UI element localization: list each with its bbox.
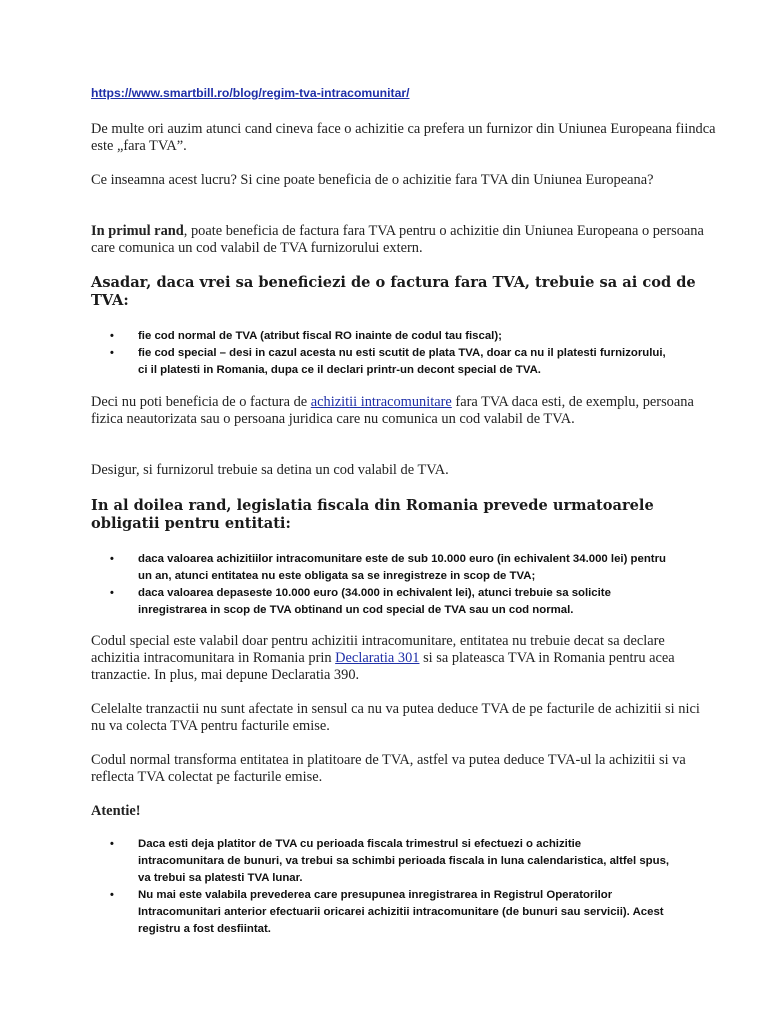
atentie-list — [110, 836, 670, 938]
special-code-text-after: si sa plateasca TVA in Romania pentru acea tranzactie. In plus, mai depune Declaratia 390. — [91, 650, 675, 683]
eligibility-text-after: fara TVA daca esti, de exemplu, persoana fizica neautorizata sau o persoana juridica care nu comunica un cod valabil de TVA. — [91, 394, 694, 427]
paragraph-first-point — [91, 223, 716, 257]
source-url-link[interactable]: https://www.smartbill.ro/blog/regim-tva-intracomunitar/ — [91, 86, 410, 100]
heading-atentie: Atentie! — [91, 803, 141, 819]
heading-second-point: In al doilea rand, legislatia fiscala din Romania prevede urmatoarele obligatii pentru entitati: — [91, 497, 654, 532]
paragraph-question: Ce inseamna acest lucru? Si cine poate beneficia de o achizitie fara TVA din Uniunea Europeana? — [91, 172, 654, 188]
paragraph-intro: De multe ori auzim atunci cand cineva face o achizitie ca prefera un furnizor din Uniunea Europeana fiindca este „fara TVA”. — [91, 121, 716, 154]
heading-vat-code: Asadar, daca vrei sa beneficiezi de o factura fara TVA, trebuie sa ai cod de TVA: — [91, 274, 696, 309]
list-item: • fie cod special – desi in cazul acesta nu esti scutit de plata TVA, doar ca nu il platesti furnizorului, ci il platesti in Romania, dupa ce il declari printr-un decont special de TVA. — [110, 345, 670, 379]
list-item: • Nu mai este valabila prevederea care presupunea inregistrarea in Registrul Operatorilor Intracomunitari anterior efectuarii oricarei achizitii intracomunitare (de bunuri sau servicii). Acest registru a fost desfiintat. — [110, 887, 670, 938]
eligibility-text-before: Deci nu poti beneficia de o factura de — [91, 394, 311, 410]
paragraph-supplier: Desigur, si furnizorul trebuie sa detina un cod valabil de TVA. — [91, 462, 449, 478]
vat-code-list — [110, 328, 670, 379]
first-point-text: , poate beneficia de factura fara TVA pentru o achizitie din Uniunea Europeana o persoana care comunica un cod valabil de TVA furnizorului extern. — [91, 223, 704, 256]
first-point-bold: In primul rand — [91, 223, 184, 239]
list-item: • Daca esti deja platitor de TVA cu perioada fiscala trimestrul si efectuezi o achizitie intracomunitara de bunuri, va trebui sa schimbi perioada fiscala in luna calendaristica, altfel spus, va trebui sa platesti TVA lunar. — [110, 836, 670, 887]
list-item: • daca valoarea depaseste 10.000 euro (34.000 in echivalent lei), atunci trebuie sa solicite inregistrarea in scop de TVA obtinand un cod special de TVA sau un cod normal. — [110, 585, 670, 619]
paragraph-eligibility — [91, 394, 716, 428]
special-code-text-before: Codul special este valabil doar pentru achizitii intracomunitare, entitatea nu trebuie decat sa declare achizitia intracomunitara in Romania prin — [91, 633, 665, 666]
intracommunity-acquisitions-link[interactable]: achizitii intracomunitare — [310, 394, 452, 410]
obligations-list — [110, 551, 670, 619]
list-item: • fie cod normal de TVA (atribut fiscal RO inainte de codul tau fiscal); — [110, 328, 670, 345]
declaratia-301-link[interactable]: Declaratia 301 — [335, 650, 420, 666]
paragraph-other-transactions: Celelalte tranzactii nu sunt afectate in sensul ca nu va putea deduce TVA de pe facturile de achizitii si nici nu va colecta TVA pentru facturile emise. — [91, 701, 700, 734]
paragraph-special-code — [91, 633, 716, 684]
list-item: • daca valoarea achizitiilor intracomunitare este de sub 10.000 euro (in echivalent 34.000 lei) pentru un an, atunci entitatea nu este obligata sa se inregistreze in scop de TVA; — [110, 551, 670, 585]
paragraph-normal-code: Codul normal transforma entitatea in platitoare de TVA, astfel va putea deduce TVA-ul la achizitii si va reflecta TVA colectat pe facturile emise. — [91, 752, 686, 785]
